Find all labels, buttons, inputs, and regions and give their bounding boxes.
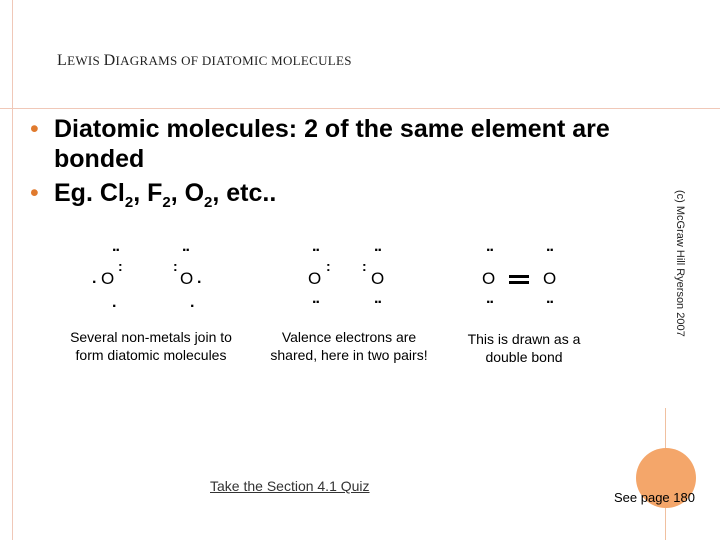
electron-pair-top: .. <box>486 238 493 255</box>
oxygen-atom-1: O <box>101 269 115 288</box>
double-bond-icon <box>509 275 529 284</box>
electron-pair-bottom: .. <box>546 290 553 307</box>
bullet-item-diatomic: • Diatomic molecules: 2 of the same element are bonded <box>30 115 610 173</box>
electron-colon-left: : <box>173 258 177 274</box>
oxygen-atom-2: O <box>371 269 385 288</box>
bullet-icon: • <box>30 115 39 143</box>
electron-pair-top: .. <box>112 238 119 255</box>
electron-single-bottom: . <box>112 294 116 311</box>
oxygen-atom-2: O <box>543 269 557 288</box>
caption-shared: Valence electrons are shared, here in two pairs! <box>270 329 428 363</box>
copyright-credit: (c) McGraw Hill Ryerson 2007 <box>674 190 686 337</box>
electron-colon-right: : <box>326 258 330 274</box>
electron-pair-top: .. <box>374 238 381 255</box>
electron-colon-right: : <box>118 258 122 274</box>
oxygen-atom-2: O <box>180 269 194 288</box>
slide-title: LEWIS DIAGRAMS OF DIATOMIC MOLECULES <box>57 52 352 69</box>
quiz-link[interactable]: Take the Section 4.1 Quiz <box>210 478 370 494</box>
electron-pair-bottom: .. <box>486 290 493 307</box>
frame-horizontal-line <box>0 108 720 109</box>
electron-pair-bottom: .. <box>312 290 319 307</box>
electron-pair-top: .. <box>546 238 553 255</box>
oxygen-atom-1: O <box>482 269 496 288</box>
electron-single-bottom: . <box>190 294 194 311</box>
electron-colon-left: : <box>362 258 366 274</box>
caption-double-bond: This is drawn as a double bond <box>467 331 581 365</box>
caption-separate: Several non-metals join to form diatomic molecules <box>70 329 232 363</box>
see-page-reference: See page 180 <box>614 490 695 505</box>
oxygen-atom-1: O <box>308 269 322 288</box>
electron-single-right: . <box>197 270 201 287</box>
electron-single-left: . <box>92 270 96 287</box>
frame-vertical-line <box>12 0 13 540</box>
electron-pair-top: .. <box>182 238 189 255</box>
bullet-icon: • <box>30 179 39 207</box>
electron-pair-bottom: .. <box>374 290 381 307</box>
electron-pair-top: .. <box>312 238 319 255</box>
bullet-item-examples: • Eg. $Cl_2$, $F_2$, $O_2$, etc.. <box>30 179 277 211</box>
bullet-list <box>30 114 700 218</box>
